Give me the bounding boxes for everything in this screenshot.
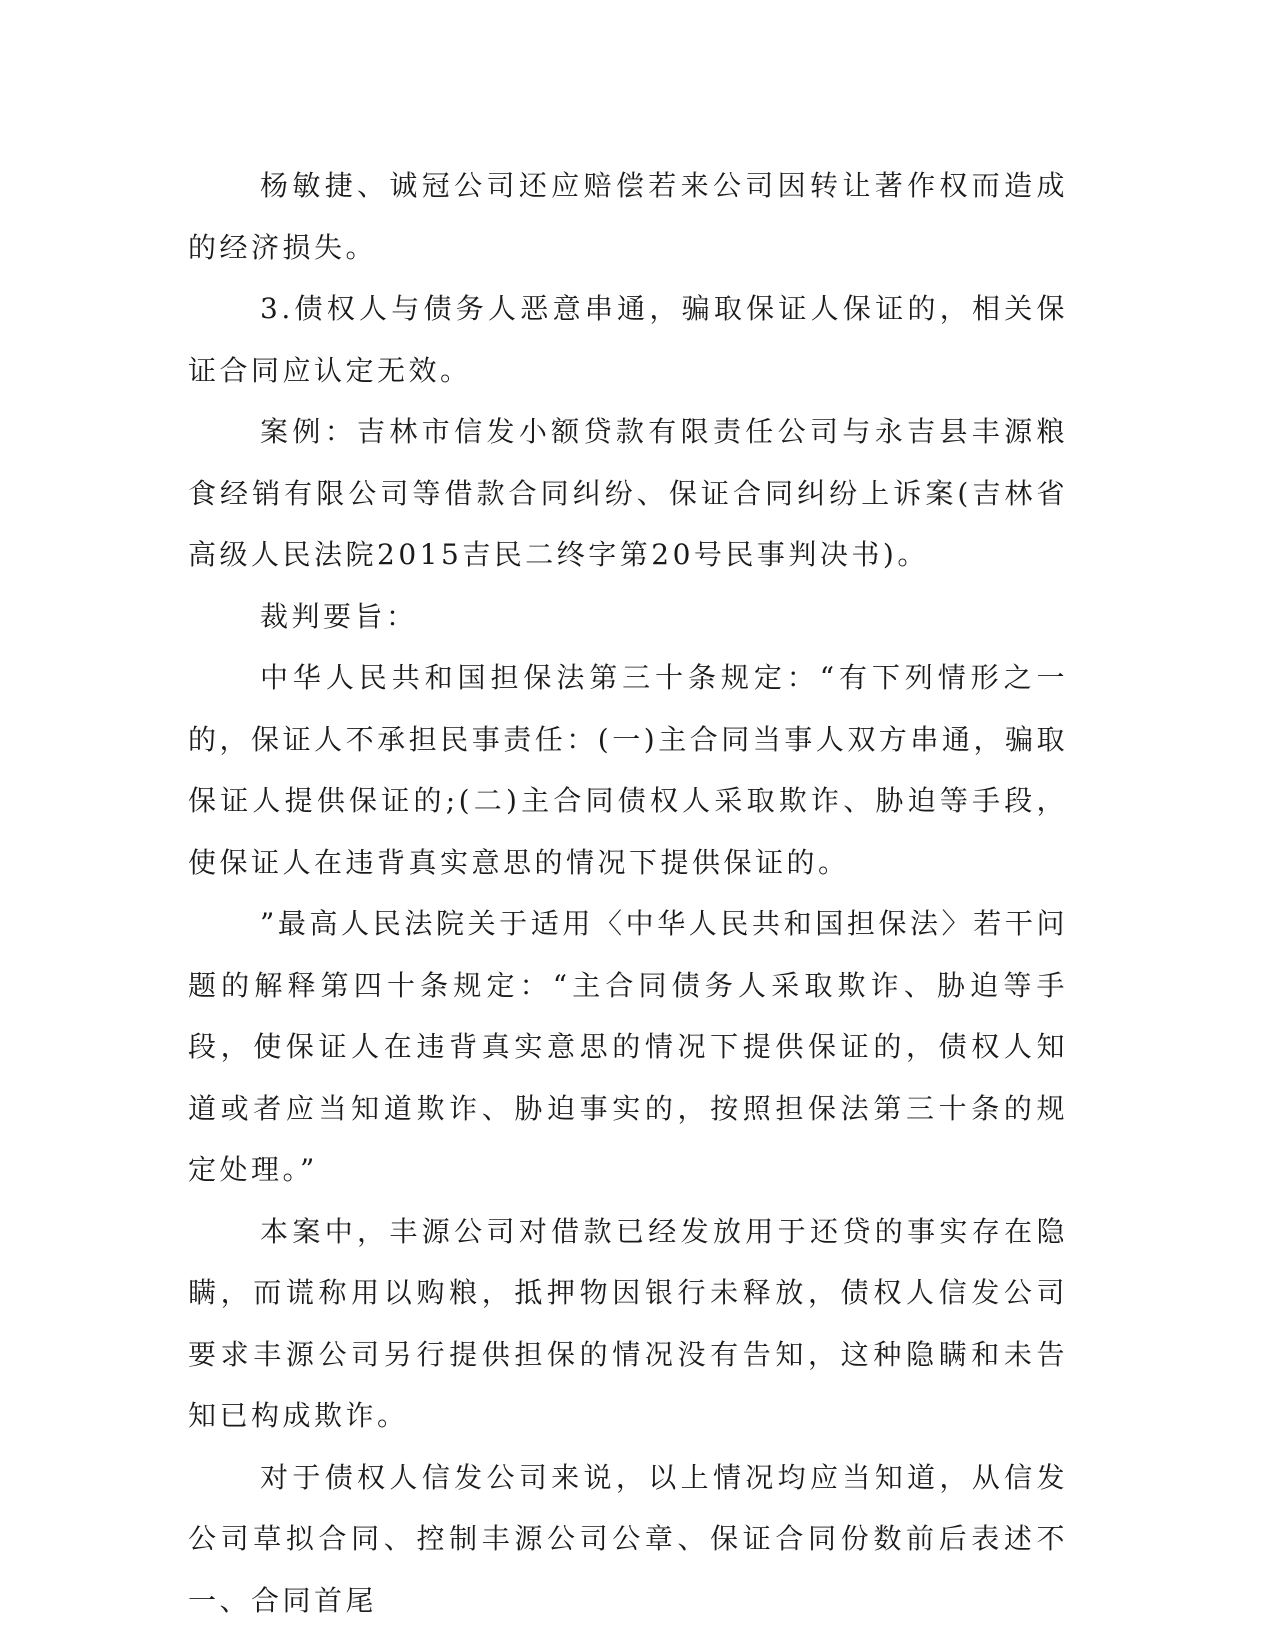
- paragraph-ruling-gist-label: 裁判要旨：: [260, 599, 418, 633]
- document-body: [188, 155, 1068, 1631]
- paragraph-case-analysis: 本案中，丰源公司对借款已经发放用于还贷的事实存在隐瞒，而谎称用以购粮，抵押物因银行未释放，债权人信发公司要求丰源公司另行提供担保的情况没有告知，这种隐瞒和未告知已构成欺诈。: [188, 1214, 1068, 1432]
- paragraph-judicial-interpretation-article-40: ”最高人民法院关于适用〈中华人民共和国担保法〉若干问题的解释第四十条规定：“主合同债务人采取欺诈、胁迫等手段，使保证人在违背真实意思的情况下提供保证的，债权人知道或者应当知道欺诈、胁迫事实的，按照担保法第三十条的规定处理。”: [188, 907, 1068, 1186]
- paragraph-heading-3: 3.债权人与债务人恶意串通，骗取保证人保证的，相关保证合同应认定无效。: [188, 292, 1068, 387]
- paragraph-case: 案例：吉林市信发小额贷款有限责任公司与永吉县丰源粮食经销有限公司等借款合同纠纷、保证合同纠纷上诉案(吉林省高级人民法院2015吉民二终字第20号民事判决书)。: [188, 415, 1068, 571]
- paragraph-compensation: 杨敏捷、诚冠公司还应赔偿若来公司因转让著作权而造成的经济损失。: [188, 169, 1068, 264]
- paragraph-guarantee-law-article-30: 中华人民共和国担保法第三十条规定：“有下列情形之一的，保证人不承担民事责任：(一)主合同当事人双方串通，骗取保证人提供保证的;(二)主合同债权人采取欺诈、胁迫等手段，使保证人在违背真实意思的情况下提供保证的。: [188, 661, 1068, 879]
- paragraph-creditor-knowledge: 对于债权人信发公司来说，以上情况均应当知道，从信发公司草拟合同、控制丰源公司公章、保证合同份数前后表述不一、合同首尾: [188, 1460, 1068, 1617]
